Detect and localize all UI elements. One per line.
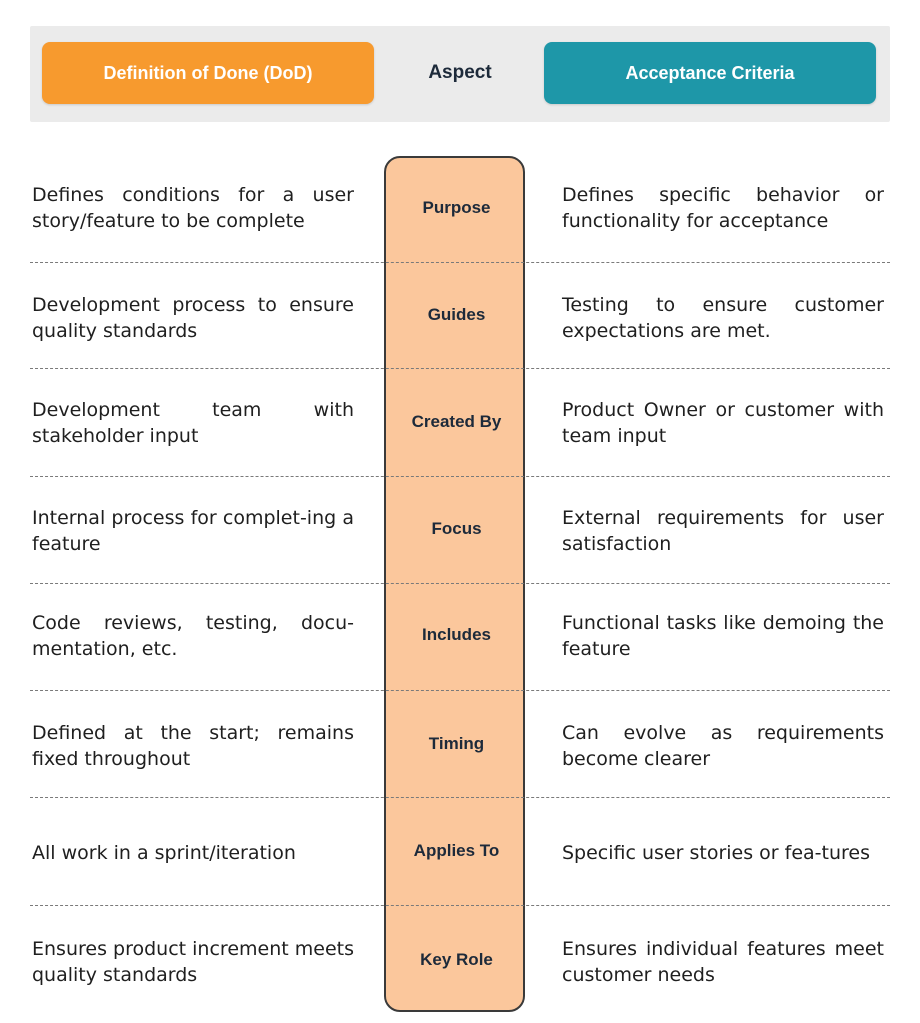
aspect-label-created-by: Created By bbox=[411, 412, 502, 431]
dod-cell-applies-to: All work in a sprint/iteration bbox=[32, 842, 296, 864]
ac-cell-focus: External requirements for user satisfaction bbox=[562, 507, 884, 555]
aspect-column bbox=[384, 156, 525, 1012]
dod-header: Definition of Done (DoD) bbox=[42, 42, 374, 104]
ac-cell-applies-to: Specific user stories or fea-tures bbox=[562, 842, 870, 864]
ac-cell-key-role: Ensures individual features meet customer needs bbox=[562, 938, 884, 986]
dod-cell-purpose: Defines conditions for a user story/feature to be complete bbox=[32, 184, 354, 232]
ac-cell-guides: Testing to ensure customer expectations are met. bbox=[562, 294, 884, 342]
aspect-label-key-role: Key Role bbox=[420, 950, 493, 969]
row-divider bbox=[30, 905, 890, 906]
aspect-label-purpose: Purpose bbox=[422, 198, 491, 217]
aspect-header: Aspect bbox=[428, 62, 492, 83]
dod-cell-created-by: Development team with stakeholder input bbox=[32, 399, 354, 447]
aspect-label-includes: Includes bbox=[422, 625, 491, 644]
dod-cell-guides: Development process to ensure quality standards bbox=[32, 294, 354, 342]
ac-cell-includes: Functional tasks like demoing the feature bbox=[562, 612, 884, 660]
row-divider bbox=[30, 583, 890, 584]
dod-cell-timing: Defined at the start; remains fixed throughout bbox=[32, 722, 354, 770]
dod-cell-key-role: Ensures product increment meets quality standards bbox=[32, 938, 354, 986]
dod-cell-includes: Code reviews, testing, docu-mentation, etc. bbox=[32, 612, 354, 660]
ac-cell-created-by: Product Owner or customer with team input bbox=[562, 399, 884, 447]
row-divider bbox=[30, 262, 890, 263]
aspect-label-guides: Guides bbox=[427, 305, 486, 324]
acceptance-criteria-header: Acceptance Criteria bbox=[544, 42, 876, 104]
aspect-label-applies-to: Applies To bbox=[413, 841, 500, 860]
ac-cell-timing: Can evolve as requirements become clearer bbox=[562, 722, 884, 770]
row-divider bbox=[30, 368, 890, 369]
dod-cell-focus: Internal process for complet-ing a feature bbox=[32, 507, 354, 555]
row-divider bbox=[30, 476, 890, 477]
row-divider bbox=[30, 797, 890, 798]
aspect-label-focus: Focus bbox=[431, 519, 482, 538]
row-divider bbox=[30, 690, 890, 691]
ac-cell-purpose: Defines specific behavior or functionality for acceptance bbox=[562, 184, 884, 232]
aspect-label-timing: Timing bbox=[428, 734, 485, 753]
